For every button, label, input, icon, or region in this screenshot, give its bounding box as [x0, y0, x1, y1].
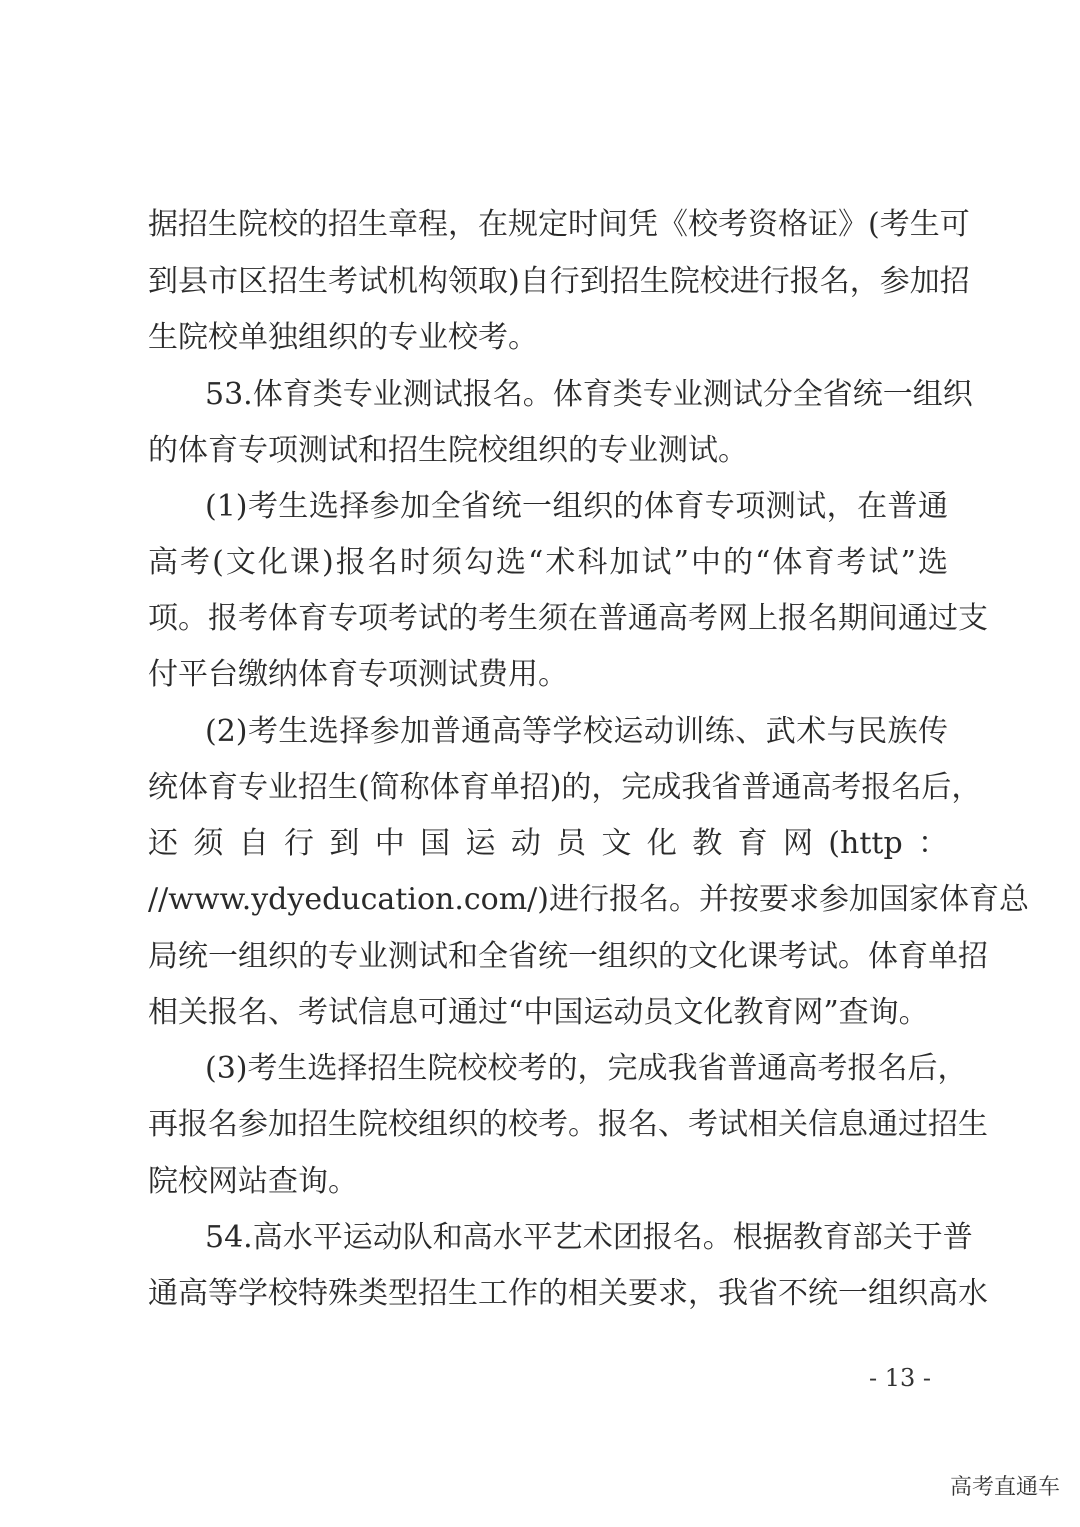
text-line: 据招生院校的招生章程，在规定时间凭《校考资格证》(考生可 — [148, 207, 970, 242]
text-line: 通高等学校特殊类型招生工作的相关要求，我省不统一组织高水 — [148, 1276, 988, 1311]
item-1-text: (1)考生选择参加全省统一组织的体育专项测试，在普通 — [205, 489, 948, 524]
watermark-text: 高考直通车 — [949, 1475, 1060, 1500]
text-line: 付平台缴纳体育专项测试费用。 — [148, 657, 568, 692]
text-line: 到县市区招生考试机构领取)自行到招生院校进行报名，参加招 — [148, 264, 970, 299]
text-line: 院校网站查询。 — [148, 1164, 358, 1199]
text-line: 局统一组织的专业测试和全省统一组织的文化课考试。体育单招 — [148, 939, 988, 974]
section-heading-53: 53.体育类专业测试报名。体育类专业测试分全省统一组织 — [205, 377, 973, 412]
text-line: 生院校单独组织的专业校考。 — [148, 320, 538, 355]
item-3-text: (3)考生选择招生院校校考的，完成我省普通高考报名后， — [205, 1051, 968, 1086]
text-line: 相关报名、考试信息可通过“中国运动员文化教育网”查询。 — [148, 995, 929, 1030]
text-line: 项。报考体育专项考试的考生须在普通高考网上报名期间通过支 — [148, 601, 988, 636]
page-number: - 13 - — [868, 1364, 931, 1392]
section-heading-54: 54.高水平运动队和高水平艺术团报名。根据教育部关于普 — [205, 1220, 973, 1255]
text-line: 的体育专项测试和招生院校组织的专业测试。 — [148, 433, 748, 468]
text-line: 再报名参加招生院校组织的校考。报名、考试相关信息通过招生 — [148, 1107, 988, 1142]
text-line: 统体育专业招生(简称体育单招)的，完成我省普通高考报名后， — [148, 770, 982, 805]
item-2-text: (2)考生选择参加普通高等学校运动训练、武术与民族传 — [205, 714, 948, 749]
text-line: //www.ydyeducation.com/)进行报名。并按要求参加国家体育总 — [148, 882, 1029, 917]
text-line: 还须自行到中国运动员文化教育网(http： — [148, 826, 948, 861]
text-line: 高考(文化课)报名时须勾选“术科加试”中的“体育考试”选 — [148, 545, 948, 580]
